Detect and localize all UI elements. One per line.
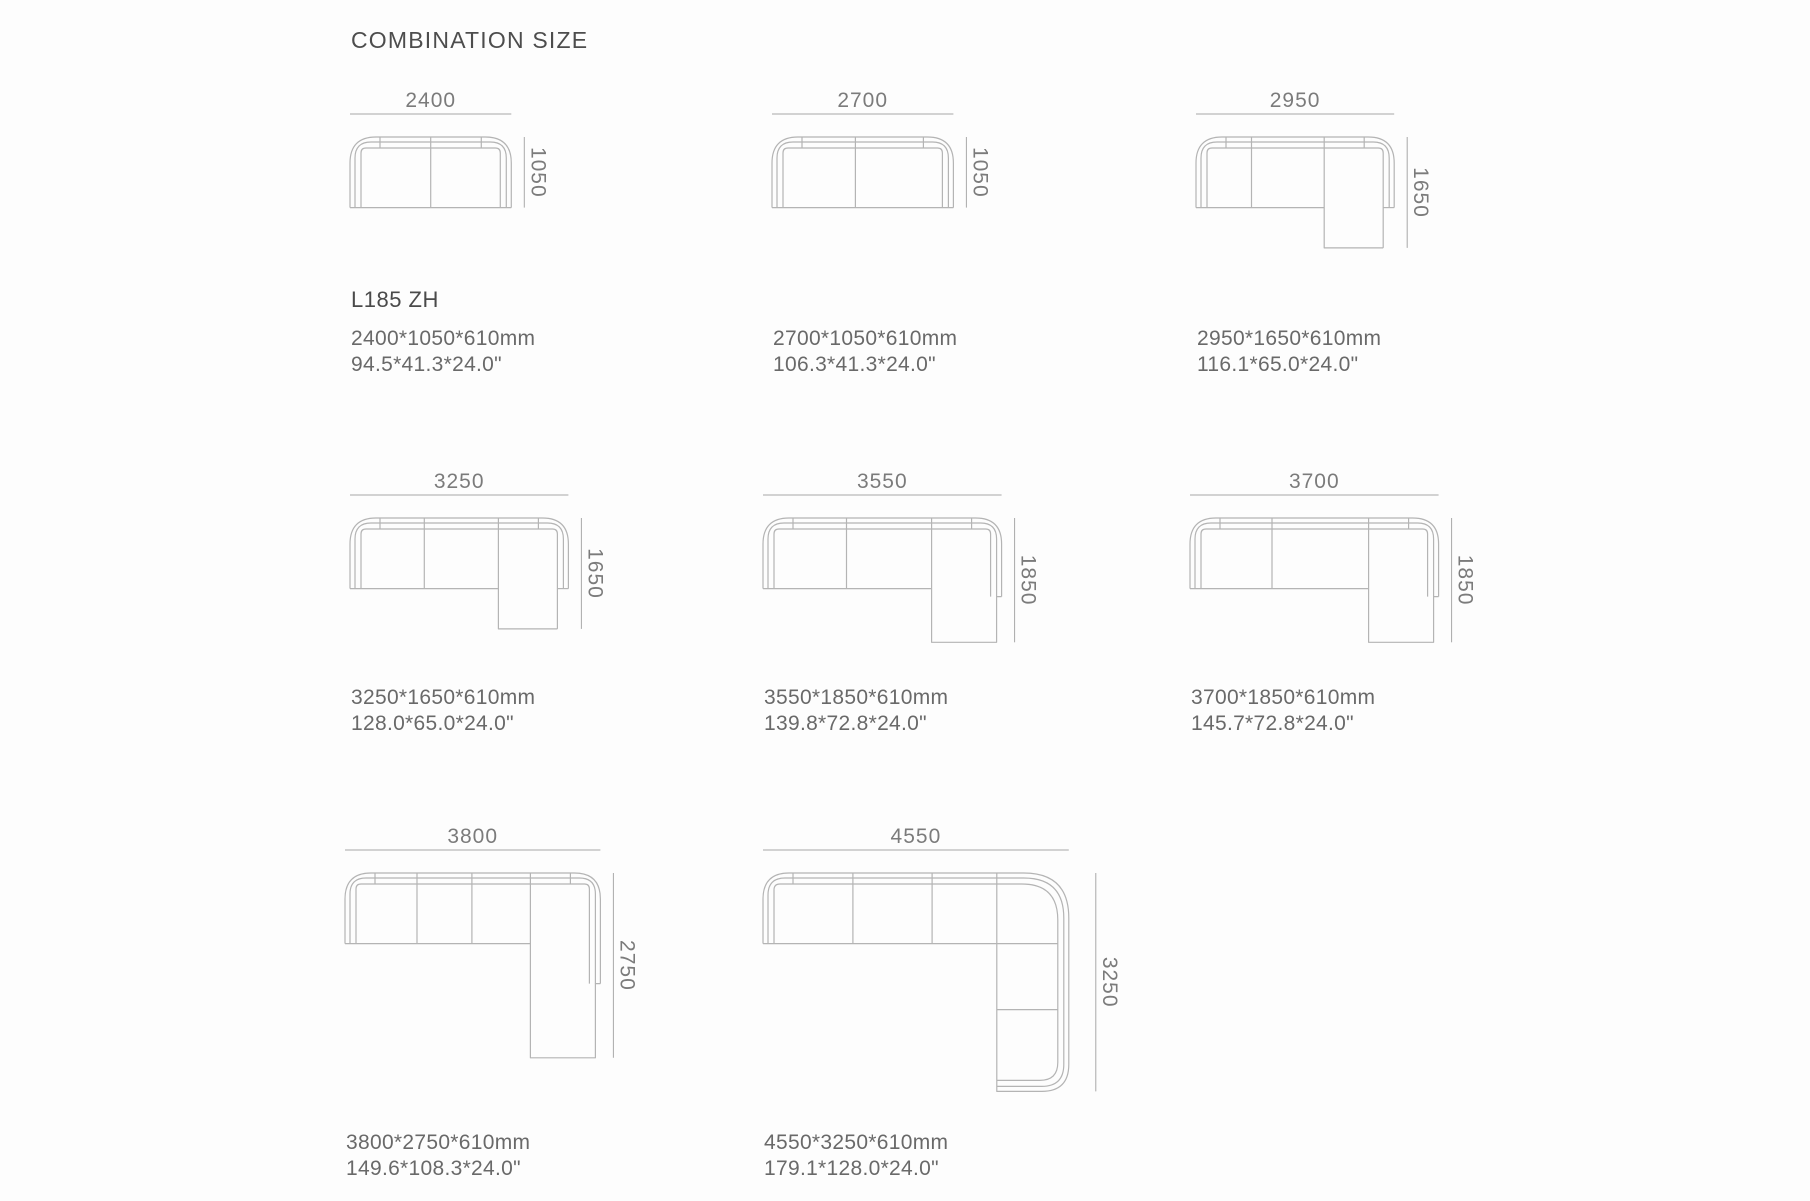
spec-inch-line: 149.6*108.3*24.0" bbox=[346, 1157, 521, 1180]
sofa-diagram-4550 bbox=[743, 825, 1141, 1115]
sofa-outline-line bbox=[1201, 529, 1428, 597]
sofa-outline-line bbox=[768, 523, 997, 597]
size-spec-2950 bbox=[1197, 326, 1381, 378]
page-title: COMBINATION SIZE bbox=[351, 27, 589, 53]
sofa-diagram-3550 bbox=[743, 470, 1074, 666]
width-dimension-label: 2400 bbox=[405, 89, 457, 112]
sofa-outline-line bbox=[777, 142, 948, 208]
sofa-diagram-3700 bbox=[1170, 470, 1511, 666]
spec-mm-line: 2400*1050*610mm bbox=[351, 327, 536, 350]
sofa-outline-line bbox=[345, 873, 600, 984]
sofa-diagram-2950 bbox=[1176, 89, 1466, 272]
sofa-diagram-3800 bbox=[325, 825, 672, 1082]
width-dimension-label: 2950 bbox=[1269, 89, 1321, 112]
sofa-figure-2700 bbox=[752, 89, 1025, 232]
spec-inch-line: 145.7*72.8*24.0" bbox=[1191, 712, 1354, 735]
spec-mm-line: 2700*1050*610mm bbox=[773, 327, 958, 350]
spec-inch-line: 179.1*128.0*24.0" bbox=[764, 1157, 939, 1180]
spec-mm-line: 4550*3250*610mm bbox=[764, 1131, 949, 1154]
spec-inch-line: 128.0*65.0*24.0" bbox=[351, 712, 514, 735]
sofa-outline-line bbox=[1324, 137, 1383, 248]
sofa-outline-line bbox=[768, 878, 1064, 1086]
depth-dimension-label: 1850 bbox=[1453, 554, 1477, 606]
sofa-diagram-3250 bbox=[330, 470, 640, 653]
sofa-diagram-2700 bbox=[752, 89, 1025, 232]
sofa-outline-line bbox=[763, 873, 1069, 1091]
sofa-outline-line bbox=[783, 148, 942, 208]
depth-dimension-label: 1850 bbox=[1016, 554, 1040, 606]
model-code-label: L185 ZH bbox=[351, 287, 439, 312]
spec-inch-line: 94.5*41.3*24.0" bbox=[351, 353, 502, 376]
sofa-figure-2950 bbox=[1176, 89, 1466, 272]
sofa-outline-line bbox=[350, 878, 595, 984]
depth-dimension-label: 3250 bbox=[1097, 956, 1121, 1008]
width-dimension-label: 3250 bbox=[433, 470, 485, 493]
depth-dimension-label: 1050 bbox=[968, 146, 992, 198]
depth-dimension-label: 1050 bbox=[526, 146, 550, 198]
spec-mm-line: 3800*2750*610mm bbox=[346, 1131, 531, 1154]
size-spec-2700 bbox=[773, 326, 957, 378]
sofa-outline-line bbox=[774, 529, 991, 597]
sofa-outline-line bbox=[1190, 518, 1439, 597]
spec-inch-line: 116.1*65.0*24.0" bbox=[1197, 353, 1359, 376]
sofa-figure-3550 bbox=[743, 470, 1074, 666]
sofa-outline-line bbox=[356, 884, 589, 984]
size-spec-4550 bbox=[764, 1130, 948, 1182]
size-spec-3250 bbox=[351, 685, 535, 737]
spec-mm-line: 3550*1850*610mm bbox=[764, 686, 949, 709]
spec-mm-line: 2950*1650*610mm bbox=[1197, 327, 1382, 350]
sofa-outline-line bbox=[774, 884, 1058, 1080]
width-dimension-label: 3550 bbox=[856, 470, 908, 493]
width-dimension-label: 4550 bbox=[890, 825, 942, 848]
sofa-outline-line bbox=[763, 518, 1002, 597]
sofa-diagram-2400 bbox=[330, 89, 583, 232]
size-spec-3550 bbox=[764, 685, 948, 737]
width-dimension-label: 3800 bbox=[447, 825, 499, 849]
spec-inch-line: 139.8*72.8*24.0" bbox=[764, 712, 927, 735]
sofa-outline-line bbox=[361, 529, 557, 629]
sofa-outline-line bbox=[1207, 148, 1383, 248]
sofa-figure-4550 bbox=[743, 825, 1141, 1115]
sofa-figure-2400 bbox=[330, 89, 583, 232]
sofa-outline-line bbox=[1195, 523, 1434, 597]
depth-dimension-label: 1650 bbox=[583, 548, 607, 599]
spec-mm-line: 3700*1850*610mm bbox=[1191, 686, 1376, 709]
sofa-figure-3250 bbox=[330, 470, 640, 653]
size-spec-2400 bbox=[351, 326, 535, 378]
spec-inch-line: 106.3*41.3*24.0" bbox=[773, 353, 936, 376]
sofa-outline-line bbox=[355, 523, 563, 589]
spec-mm-line: 3250*1650*610mm bbox=[351, 686, 536, 709]
depth-dimension-label: 1650 bbox=[1409, 167, 1433, 218]
sofa-outline-line bbox=[498, 518, 557, 629]
width-dimension-label: 2700 bbox=[837, 89, 889, 112]
width-dimension-label: 3700 bbox=[1288, 470, 1340, 493]
size-spec-3700 bbox=[1191, 685, 1375, 737]
sofa-outline-line bbox=[1201, 142, 1389, 208]
size-spec-3800 bbox=[346, 1130, 530, 1182]
depth-dimension-label: 2750 bbox=[615, 940, 639, 991]
sofa-figure-3700 bbox=[1170, 470, 1511, 666]
sofa-figure-3800 bbox=[325, 825, 672, 1082]
